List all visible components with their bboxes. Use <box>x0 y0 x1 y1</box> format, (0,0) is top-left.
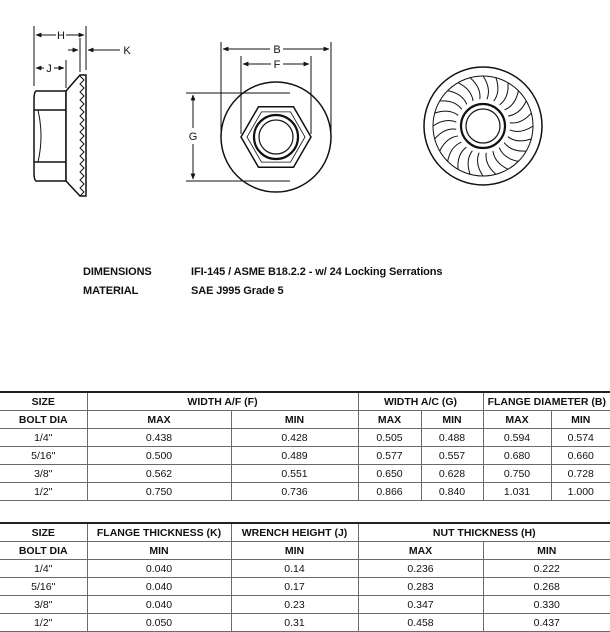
table1-subheader: MAX <box>358 411 421 429</box>
table-cell: 0.268 <box>483 578 610 596</box>
table2-header-nut-thickness: NUT THICKNESS (H) <box>358 523 610 542</box>
table-cell: 0.428 <box>231 429 358 447</box>
nut-technical-drawing <box>0 0 610 250</box>
table-cell: 0.050 <box>87 614 231 632</box>
table-row <box>0 429 610 447</box>
table1-header-width-ac: WIDTH A/C (G) <box>358 392 483 411</box>
table-cell: 5/16" <box>0 578 87 596</box>
table-cell: 0.040 <box>87 596 231 614</box>
table2-header-flange-thickness: FLANGE THICKNESS (K) <box>87 523 231 542</box>
table-cell: 1/2" <box>0 483 87 501</box>
serration-ring <box>433 76 533 176</box>
dimension-f-label: F <box>273 59 281 71</box>
table-row <box>0 578 610 596</box>
table-cell: 0.14 <box>231 560 358 578</box>
table-cell: 3/8" <box>0 465 87 483</box>
table2-subheader: MIN <box>87 542 231 560</box>
table-cell: 0.438 <box>87 429 231 447</box>
table-cell: 0.750 <box>483 465 551 483</box>
material-value: SAE J995 Grade 5 <box>191 285 284 297</box>
table-cell: 0.347 <box>358 596 483 614</box>
dimension-h-label: H <box>57 30 65 42</box>
serration-line <box>504 143 526 151</box>
table1-subheader-bolt-dia: BOLT DIA <box>0 411 87 429</box>
table-cell: 0.680 <box>483 447 551 465</box>
table1-subheader: MAX <box>483 411 551 429</box>
table-cell: 0.660 <box>551 447 610 465</box>
table-cell: 0.551 <box>231 465 358 483</box>
table-cell: 0.458 <box>358 614 483 632</box>
table-cell: 0.650 <box>358 465 421 483</box>
table2-header-wrench-height: WRENCH HEIGHT (J) <box>231 523 358 542</box>
dimension-j-label: J <box>46 63 52 75</box>
table-row <box>0 560 610 578</box>
table2-header-row <box>0 523 610 542</box>
table1-subheader-row <box>0 411 610 429</box>
table-cell: 0.594 <box>483 429 551 447</box>
table2-subheader: MIN <box>231 542 358 560</box>
serration-line <box>510 126 533 131</box>
table-cell: 0.628 <box>421 465 483 483</box>
table-cell: 1/4" <box>0 429 87 447</box>
dimensions-label: DIMENSIONS <box>83 266 152 278</box>
table-row <box>0 483 610 501</box>
table-cell: 5/16" <box>0 447 87 465</box>
table-cell: 0.17 <box>231 578 358 596</box>
serration-line <box>440 101 462 109</box>
table-cell: 0.040 <box>87 578 231 596</box>
serration-line <box>433 121 456 126</box>
table-cell: 0.736 <box>231 483 358 501</box>
serration-line <box>493 151 508 169</box>
serration-line <box>458 83 473 101</box>
side-view <box>34 75 86 196</box>
serration-line <box>435 111 459 115</box>
table-cell: 0.040 <box>87 560 231 578</box>
serration-line <box>468 151 472 175</box>
serration-line <box>508 137 532 141</box>
table2-subheader: MIN <box>483 542 610 560</box>
dimension-g-label: G <box>188 131 198 143</box>
table-cell: 0.31 <box>231 614 358 632</box>
table-cell: 0.500 <box>87 447 231 465</box>
table1-header-row <box>0 392 610 411</box>
table1-subheader: MIN <box>551 411 610 429</box>
table1-subheader: MIN <box>231 411 358 429</box>
table-cell: 0.505 <box>358 429 421 447</box>
table-cell: 0.23 <box>231 596 358 614</box>
table-cell: 0.236 <box>358 560 483 578</box>
table-cell: 0.866 <box>358 483 421 501</box>
table1-header-width-af: WIDTH A/F (F) <box>87 392 358 411</box>
table-cell: 1.031 <box>483 483 551 501</box>
table-cell: 0.557 <box>421 447 483 465</box>
table-cell: 0.574 <box>551 429 610 447</box>
table-cell: 0.750 <box>87 483 231 501</box>
dimension-k-label: K <box>123 45 131 57</box>
dimension-k <box>68 38 120 72</box>
table-cell: 3/8" <box>0 596 87 614</box>
table-row <box>0 447 610 465</box>
table-cell: 0.437 <box>483 614 610 632</box>
top-view <box>221 82 331 192</box>
dimension-b-label: B <box>273 44 281 56</box>
table2-subheader: MAX <box>358 542 483 560</box>
table-cell: 1.000 <box>551 483 610 501</box>
table1-subheader: MAX <box>87 411 231 429</box>
material-label: MATERIAL <box>83 285 139 297</box>
table-cell: 0.577 <box>358 447 421 465</box>
table-cell: 0.222 <box>483 560 610 578</box>
table-cell: 1/4" <box>0 560 87 578</box>
table1-header-flange-diameter: FLANGE DIAMETER (B) <box>483 392 610 411</box>
serration-line <box>500 83 508 105</box>
bottom-view <box>424 67 542 185</box>
serration-line <box>483 76 488 99</box>
table1-subheader: MIN <box>421 411 483 429</box>
table-cell: 0.840 <box>421 483 483 501</box>
dimensions-value: IFI-145 / ASME B18.2.2 - w/ 24 Locking Serrations <box>191 266 443 278</box>
serration-line <box>508 101 526 116</box>
table-cell: 0.488 <box>421 429 483 447</box>
table-row <box>0 596 610 614</box>
dimensions-table-2 <box>0 522 610 632</box>
table2-subheader-bolt-dia: BOLT DIA <box>0 542 87 560</box>
table2-header-size: SIZE <box>0 523 87 542</box>
table-row <box>0 614 610 632</box>
table-cell: 0.330 <box>483 596 610 614</box>
table-row <box>0 465 610 483</box>
serration-line <box>458 147 466 169</box>
table1-header-size: SIZE <box>0 392 87 411</box>
dimensions-table-1 <box>0 391 610 501</box>
table-cell: 1/2" <box>0 614 87 632</box>
table-cell: 0.728 <box>551 465 610 483</box>
table-cell: 0.283 <box>358 578 483 596</box>
table-cell: 0.489 <box>231 447 358 465</box>
serration-line <box>478 153 483 176</box>
table2-subheader-row <box>0 542 610 560</box>
serration-line <box>494 78 498 102</box>
table-cell: 0.562 <box>87 465 231 483</box>
serration-line <box>440 136 458 151</box>
